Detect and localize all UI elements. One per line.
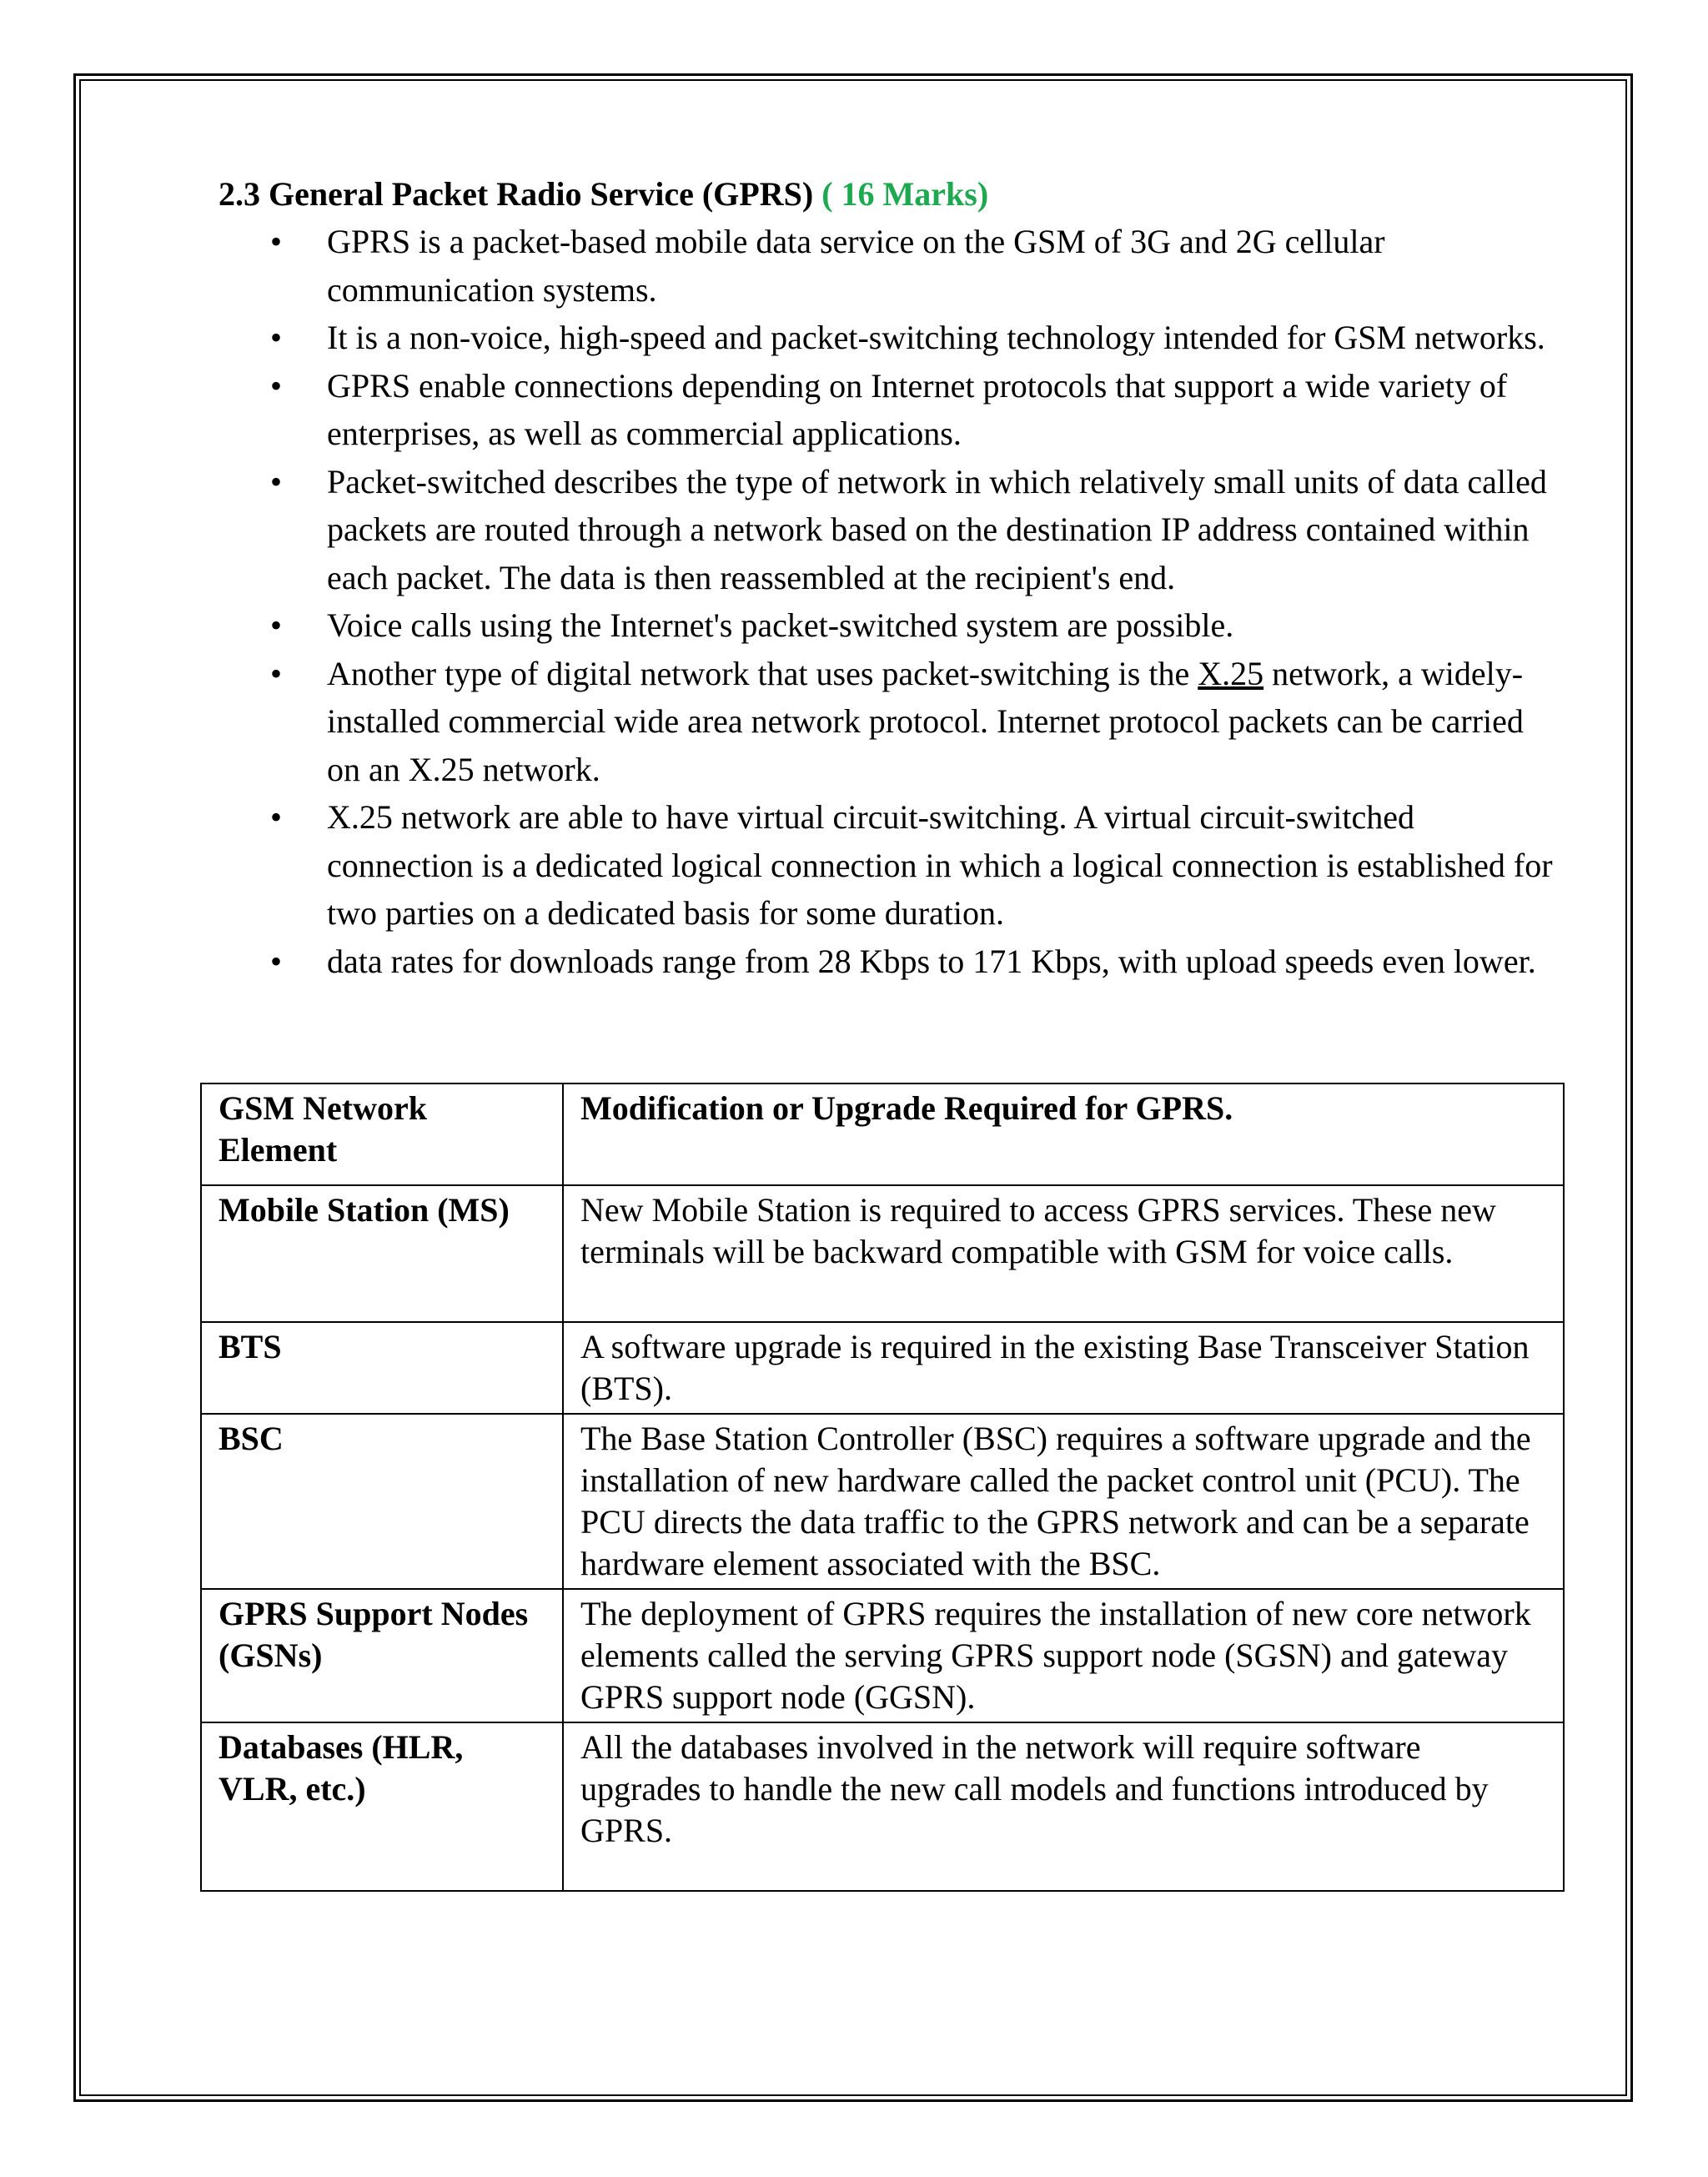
bullet-text: X.25 network are able to have virtual circuit-switching. A virtual circuit-switched connection is a dedicated logical connection in which a logical connection is established for two parties on a dedicated basis for some duration. [327, 798, 1553, 932]
section-marks: ( 16 Marks) [821, 175, 989, 213]
gprs-upgrade-table [200, 1083, 1565, 1892]
bullet-text-before-link: Another type of digital network that uses packet-switching is the [327, 654, 1198, 692]
table-cell-upgrade: The Base Station Controller (BSC) requires a software upgrade and the installation of new hardware called the packet control unit (PCU). The PCU directs the data traffic to the GPRS network and can be a separate hardware element associated with the BSC. [563, 1414, 1564, 1589]
bullet-text: GPRS enable connections depending on Internet protocols that support a wide variety of enterprises, as well as commercial applications. [327, 366, 1508, 452]
bullet-text-after-link: network, a widely-installed commercial wide area network protocol. Internet protocol packets can be carried on an X.25 network. [327, 654, 1524, 788]
list-item [219, 218, 1553, 314]
table-row [201, 1722, 1564, 1891]
table-cell-element: BSC [201, 1414, 563, 1589]
list-item [219, 601, 1553, 650]
bullet-icon: • [270, 942, 283, 980]
table-row [201, 1414, 1564, 1589]
bullet-icon: • [270, 319, 283, 356]
table-row [201, 1322, 1564, 1414]
list-item [219, 314, 1553, 362]
bullet-icon: • [270, 223, 283, 260]
x25-link[interactable]: X.25 [1198, 654, 1264, 692]
table-cell-upgrade: All the databases involved in the network will require software upgrades to handle the new call models and functions introduced by GPRS. [563, 1722, 1564, 1891]
section-title: 2.3 General Packet Radio Service (GPRS) [219, 175, 814, 213]
column-header-upgrade: Modification or Upgrade Required for GPRS. [563, 1083, 1564, 1185]
bullet-list [219, 218, 1553, 985]
table-cell-upgrade: The deployment of GPRS requires the installation of new core network elements called the serving GPRS support node (SGSN) and gateway GPRS support node (GGSN). [563, 1589, 1564, 1722]
table-cell-element: BTS [201, 1322, 563, 1414]
list-item [219, 362, 1553, 458]
list-item [219, 650, 1553, 794]
list-item [219, 938, 1553, 986]
list-item [219, 458, 1553, 602]
bullet-icon: • [270, 606, 283, 644]
bullet-icon: • [270, 462, 283, 500]
document-content [219, 171, 1553, 985]
table-cell-upgrade: New Mobile Station is required to access GPRS services. These new terminals will be backward compatible with GSM for voice calls. [563, 1185, 1564, 1322]
bullet-icon: • [270, 798, 283, 836]
table-row [201, 1185, 1564, 1322]
bullet-icon: • [270, 654, 283, 692]
table-cell-element: GPRS Support Nodes (GSNs) [201, 1589, 563, 1722]
column-header-element: GSM Network Element [201, 1083, 563, 1185]
bullet-text: GPRS is a packet-based mobile data service on the GSM of 3G and 2G cellular communication systems. [327, 223, 1385, 309]
list-item [219, 793, 1553, 938]
section-heading [219, 171, 1553, 218]
bullet-text: Voice calls using the Internet's packet-switched system are possible. [327, 606, 1234, 644]
table-header-row [201, 1083, 1564, 1185]
bullet-icon: • [270, 366, 283, 405]
bullet-text: It is a non-voice, high-speed and packet-switching technology intended for GSM networks. [327, 319, 1545, 356]
table-cell-element: Databases (HLR, VLR, etc.) [201, 1722, 563, 1891]
table-cell-upgrade: A software upgrade is required in the existing Base Transceiver Station (BTS). [563, 1322, 1564, 1414]
table-row [201, 1589, 1564, 1722]
bullet-text: Packet-switched describes the type of network in which relatively small units of data called packets are routed through a network based on the destination IP address contained within each packet. The data is then reassembled at the recipient's end. [327, 462, 1547, 596]
table-cell-element: Mobile Station (MS) [201, 1185, 563, 1322]
bullet-text: data rates for downloads range from 28 Kbps to 171 Kbps, with upload speeds even lower. [327, 942, 1536, 980]
